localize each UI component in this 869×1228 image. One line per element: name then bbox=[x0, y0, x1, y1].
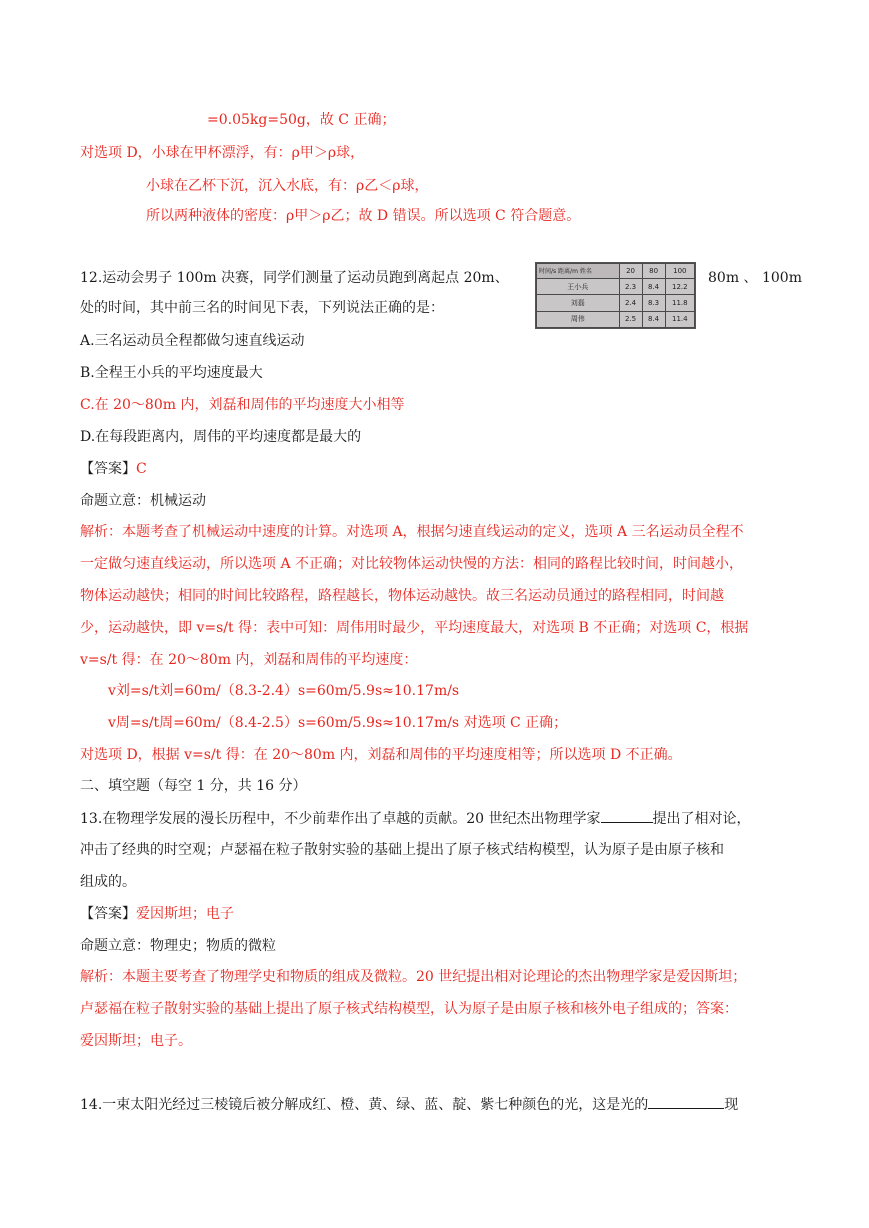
q12-option-c: C.在 20～80m 内，刘磊和周伟的平均速度大小相等 bbox=[80, 397, 405, 413]
q13-stem-line1 bbox=[80, 808, 751, 829]
q12-stem-line1: 12.运动会男子 100m 决赛，同学们测量了运动员跑到离起点 20m、 bbox=[80, 270, 509, 286]
q12-option-a: A.三名运动员全程都做匀速直线运动 bbox=[80, 333, 305, 349]
table-cell: 2.4 bbox=[619, 295, 642, 311]
table-cell: 2.3 bbox=[619, 278, 642, 294]
q12-stem-line1-right: 80m 、 100m bbox=[708, 270, 802, 286]
q13-analysis-line: 爱因斯坦；电子。 bbox=[80, 1033, 192, 1049]
q12-analysis-line: 一定做匀速直线运动，所以选项 A 不正确；对比较物体运动快慢的方法：相同的路程比较时间，时间越小， bbox=[80, 556, 744, 572]
q13-analysis-line: 解析：本题主要考查了物理学史和物质的组成及微粒。20 世纪提出相对论理论的杰出物理学家是爱因斯坦； bbox=[80, 969, 747, 985]
answer-label: 【答案】 bbox=[80, 906, 136, 922]
table-cell-name: 刘磊 bbox=[537, 295, 620, 311]
section-title: 二、填空题（每空 1 分，共 16 分） bbox=[80, 778, 307, 794]
q12-time-table bbox=[536, 263, 695, 328]
table-cell: 12.2 bbox=[665, 278, 694, 294]
table-row bbox=[537, 311, 695, 327]
q13-stem-line2: 冲击了经典的时空观；卢瑟福在粒子散射实验的基础上提出了原子核式结构模型，认为原子是由原子核和 bbox=[80, 842, 724, 858]
q12-formula-zhou: v周=s/t周=60m/（8.4-2.5）s=60m/5.9s≈10.17m/s 对选项 C 正确； bbox=[108, 715, 568, 731]
table-cell: 8.4 bbox=[642, 311, 665, 327]
table-cell-name: 周伟 bbox=[537, 311, 620, 327]
table-corner-header: 时间/s 距离/m 姓名 bbox=[537, 264, 620, 279]
q12-time-table-image bbox=[535, 262, 696, 329]
q13-analysis-line: 卢瑟福在粒子散射实验的基础上提出了原子核式结构模型，认为原子是由原子核和核外电子组成的；答案： bbox=[80, 1001, 738, 1017]
calc-result-line: =0.05kg=50g，故 C 正确； bbox=[207, 112, 396, 128]
q12-option-b: B.全程王小兵的平均速度最大 bbox=[80, 365, 263, 381]
q13-stem-text: 13.在物理学发展的漫长历程中，不少前辈作出了卓越的贡献。20 世纪杰出物理学家 bbox=[80, 811, 601, 827]
table-col-header: 80 bbox=[642, 264, 665, 279]
table-cell-name: 王小兵 bbox=[537, 278, 620, 294]
option-d-sink-line: 小球在乙杯下沉，沉入水底，有：ρ乙＜ρ球， bbox=[146, 178, 429, 194]
option-d-float-line: 对选项 D，小球在甲杯漂浮，有：ρ甲＞ρ球， bbox=[80, 145, 365, 161]
q14-blank-1 bbox=[648, 1094, 724, 1109]
table-cell: 2.5 bbox=[619, 311, 642, 327]
table-cell: 8.3 bbox=[642, 295, 665, 311]
q12-formula-liu: v刘=s/t刘=60m/（8.3-2.4）s=60m/5.9s≈10.17m/s bbox=[108, 683, 460, 699]
q13-stem-line3: 组成的。 bbox=[80, 874, 136, 890]
q13-intent: 命题立意：物理史；物质的微粒 bbox=[80, 938, 276, 954]
table-cell: 11.4 bbox=[665, 311, 694, 327]
q12-answer bbox=[80, 459, 147, 479]
table-cell: 11.8 bbox=[665, 295, 694, 311]
q12-option-d: D.在每段距离内，周伟的平均速度都是最大的 bbox=[80, 429, 362, 445]
q12-stem-line2: 处的时间，其中前三名的时间见下表，下列说法正确的是： bbox=[80, 300, 444, 316]
answer-value: 爱因斯坦；电子 bbox=[136, 906, 234, 922]
option-d-density-line: 所以两种液体的密度：ρ甲＞ρ乙；故 D 错误。所以选项 C 符合题意。 bbox=[146, 208, 581, 224]
q12-conclusion: 对选项 D，根据 v=s/t 得：在 20～80m 内，刘磊和周伟的平均速度相等；所以选项 D 不正确。 bbox=[80, 747, 682, 763]
answer-label: 【答案】 bbox=[80, 461, 136, 477]
q13-blank-1 bbox=[601, 808, 653, 823]
q12-analysis-line: 物体运动越快；相同的时间比较路程，路程越长，物体运动越快。故三名运动员通过的路程相同，时间越 bbox=[80, 588, 724, 604]
q13-answer bbox=[80, 904, 234, 924]
table-col-header: 20 bbox=[619, 264, 642, 279]
q12-intent: 命题立意：机械运动 bbox=[80, 493, 206, 509]
q12-analysis-line: 解析：本题考查了机械运动中速度的计算。对选项 A，根据匀速直线运动的定义，选项 A 三名运动员全程不 bbox=[80, 524, 744, 540]
q14-stem-text: 现 bbox=[724, 1097, 739, 1113]
q14-stem-line1 bbox=[80, 1094, 738, 1115]
table-row bbox=[537, 295, 695, 311]
q14-stem-text: 14.一束太阳光经过三棱镜后被分解成红、橙、黄、绿、蓝、靛、紫七种颜色的光，这是光的 bbox=[80, 1097, 649, 1113]
answer-value: C bbox=[136, 461, 147, 477]
q12-analysis-line: v=s/t 得：在 20～80m 内，刘磊和周伟的平均速度： bbox=[80, 652, 418, 668]
q13-stem-text: 提出了相对论， bbox=[652, 811, 751, 827]
table-col-header: 100 bbox=[665, 264, 694, 279]
q12-analysis-line: 少，运动越快，即 v=s/t 得：表中可知：周伟用时最少，平均速度最大，对选项 B 不正确；对选项 C，根据 bbox=[80, 620, 749, 636]
table-row bbox=[537, 278, 695, 294]
table-cell: 8.4 bbox=[642, 278, 665, 294]
